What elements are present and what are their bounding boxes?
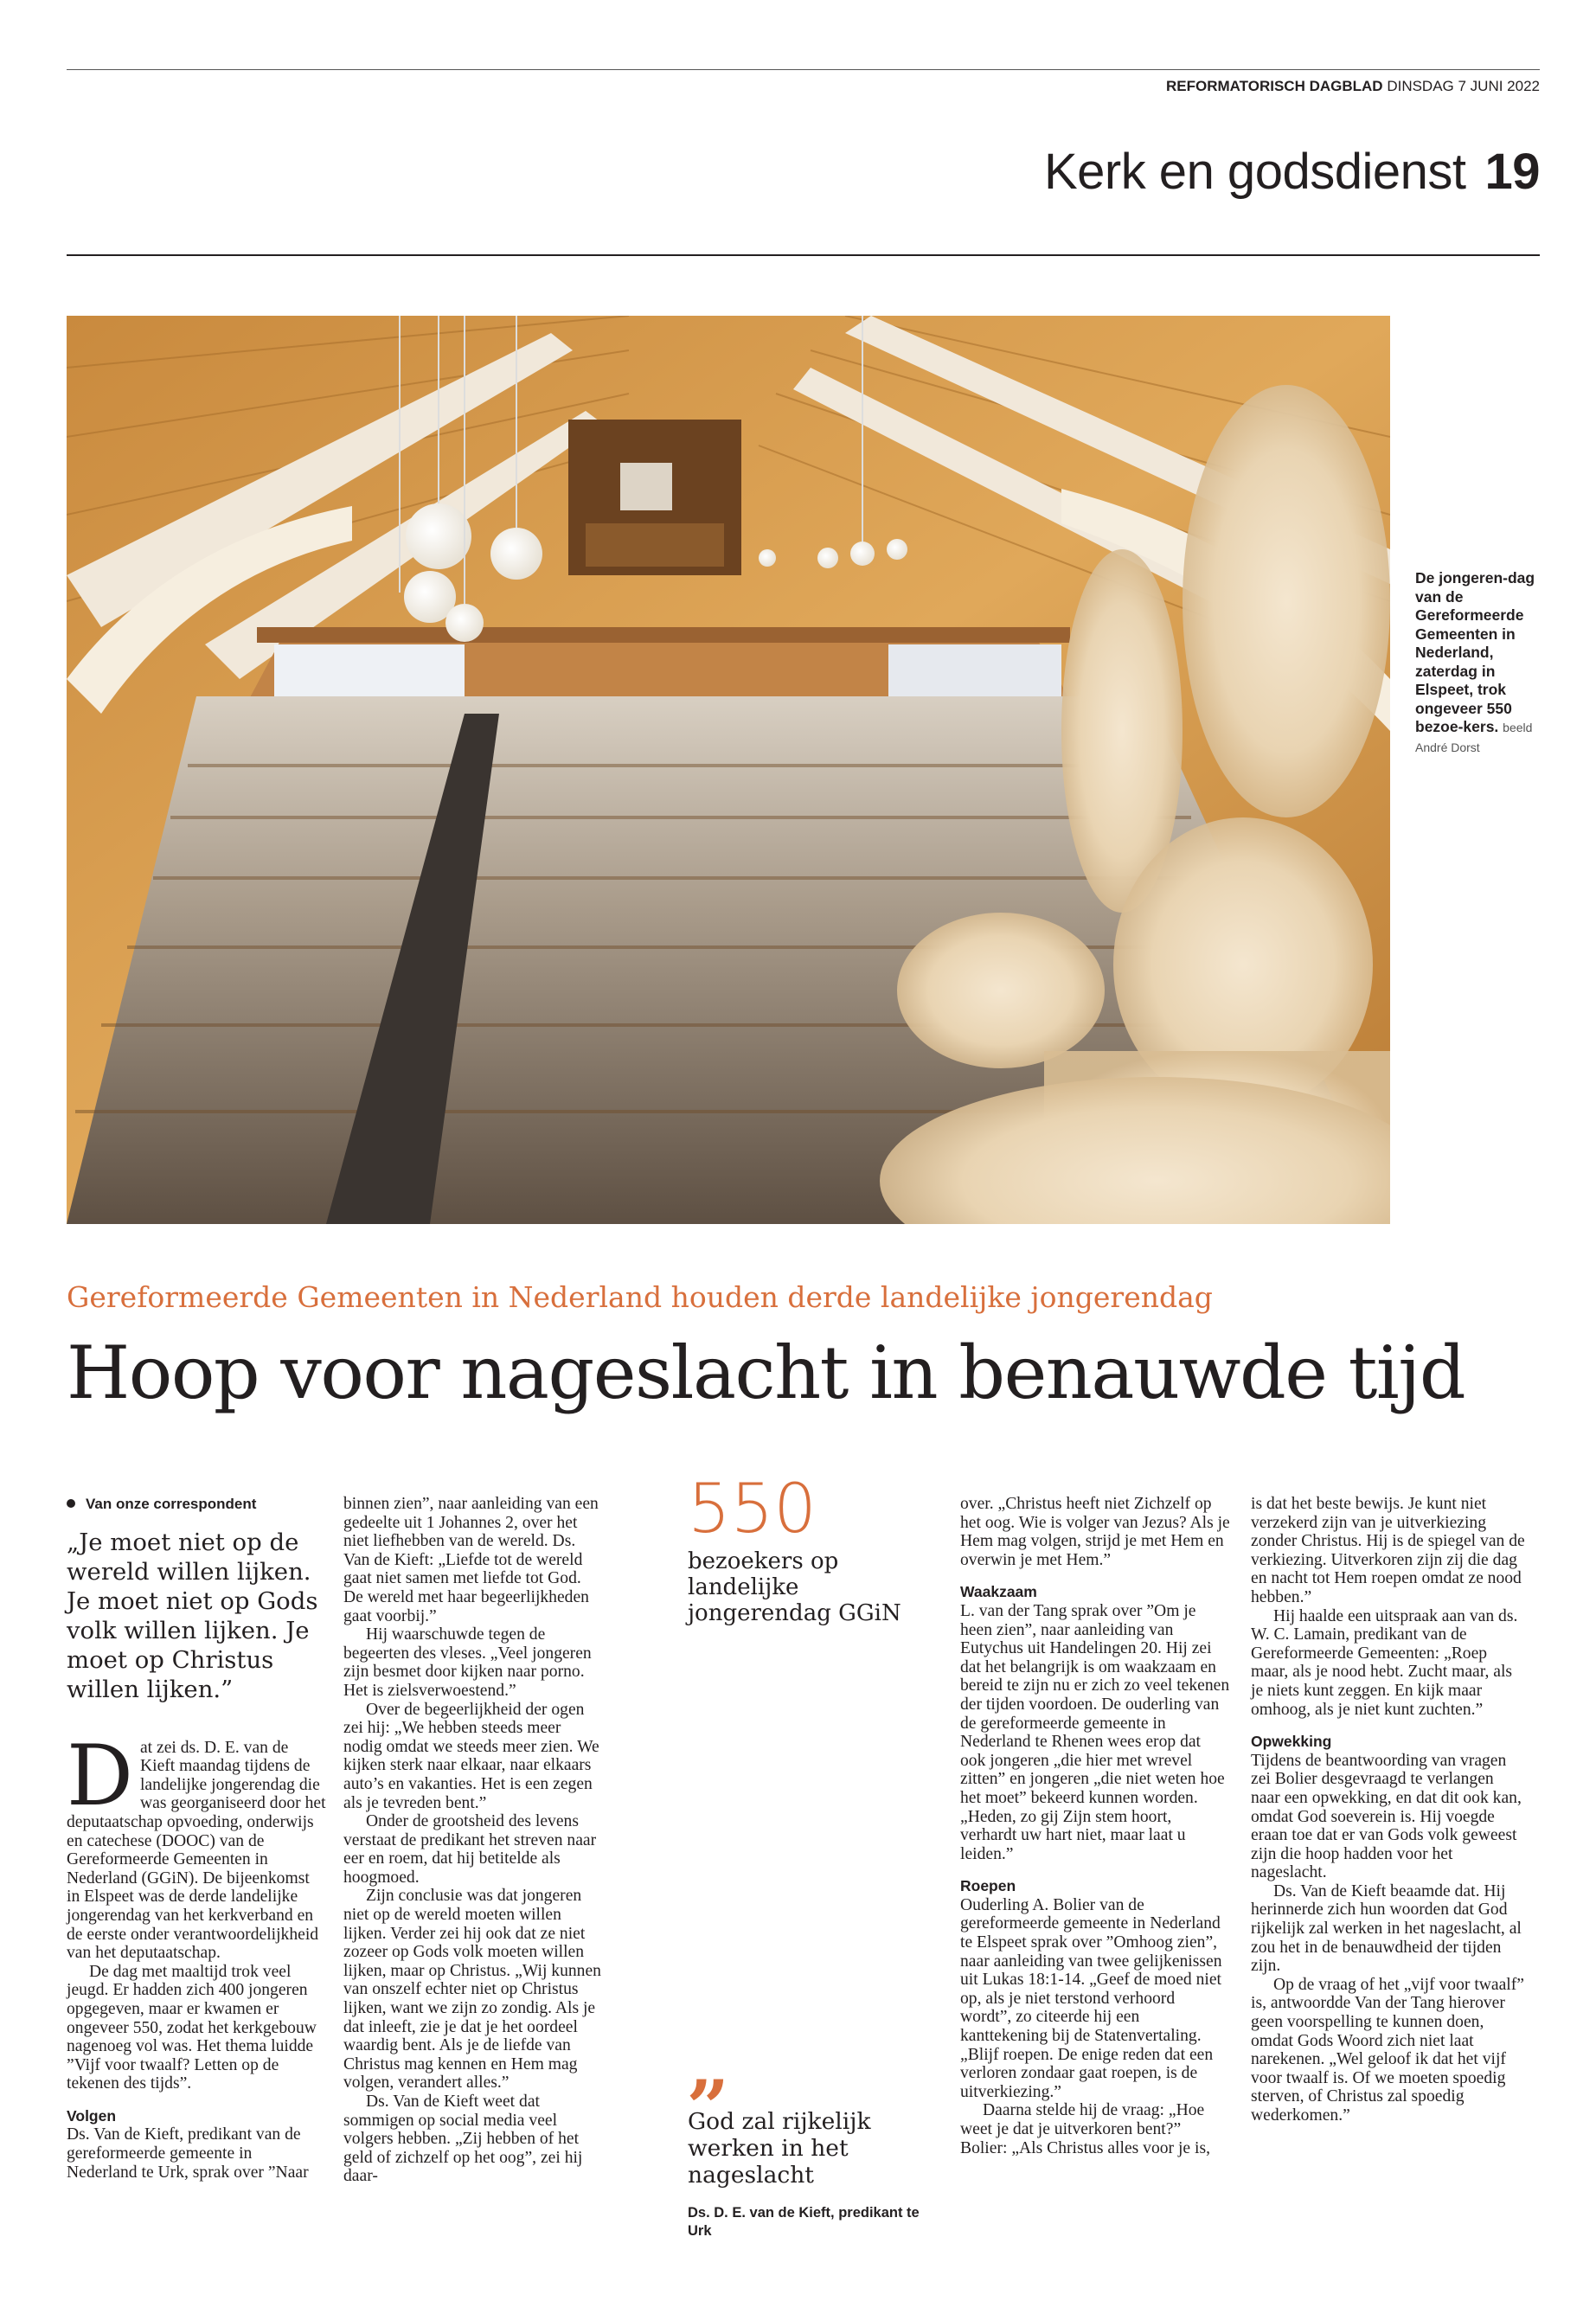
article-kicker: Gereformeerde Gemeenten in Nederland houden derde landelijke jongerendag: [67, 1280, 1213, 1314]
bullet-icon: [67, 1499, 75, 1508]
paragraph: Op de vraag of het „vijf voor twaalf” is, antwoordde Van der Tang hierover geen voorspelling te kunnen doen, omdat Gods Woord zich niet laat narekenen. „Wel geloof ik dat het vijf voor twaalf is. Of we moeten spoedig sterven, of Christus zal spoedig wederkomen.”: [1251, 1975, 1524, 2125]
caption-text: De jongeren-dag van de Gereformeerde Gemeenten in Nederland, zaterdag in Elspeet, trok ongeveer 550 bezoe-kers.: [1415, 569, 1535, 735]
section-rule: [67, 254, 1540, 256]
pull-quote-attribution: Ds. D. E. van de Kieft, predikant te Urk: [688, 2205, 920, 2239]
article-headline: Hoop voor nageslacht in benauwde tijd: [67, 1330, 1465, 1415]
issue-date: DINSDAG 7 JUNI 2022: [1387, 78, 1540, 94]
subheading: Waakzaam: [960, 1583, 1037, 1601]
paragraph: Ds. Van de Kieft weet dat sommigen op social media veel volgers hebben. „Zij hebben of het geld of zichzelf op het oog”, zei hij daar-: [343, 2093, 583, 2186]
subheading: Roepen: [960, 1877, 1016, 1895]
section-title: Kerk en godsdienst: [1043, 144, 1466, 200]
paragraph: Ouderling A. Bolier van de gereformeerde gemeente in Nederland te Elspeet sprak over ”Omhoog zien”, naar aanleiding van twee gelijkenissen uit Lukas 18:1-14. „Geef de moed niet op, als je niet terstond verhoord wordt”, zo citeerde hij een kanttekening bij de Statenvertaling. „Blijf roepen. De enige reden dat een verloren zondaar gaat roepen, is de uitverkiezing.”: [960, 1895, 1222, 2101]
photo-credit: beeld André Dorst: [1415, 721, 1533, 754]
quote-mark-icon: „: [688, 2022, 731, 2109]
article-column-5: [1251, 1495, 1526, 2125]
paragraph: Daarna stelde hij de vraag: „Hoe weet je dat je uitverkoren bent?” Bolier: „Als Christus alles voor je is,: [960, 2101, 1210, 2157]
paragraph: Ds. Van de Kieft beaamde dat. Hij herinnerde zich hun woorden dat God rijkelijk zal werken in het nageslacht, al zou het in de benauwdheid der tijden zijn.: [1251, 1881, 1522, 1976]
article-intro: „Je moet niet op de wereld willen lijken. Je moet niet op Gods volk willen lijken. Je moet op Christus willen lijken.”: [67, 1528, 318, 1703]
stat-number: 550: [688, 1471, 817, 1548]
drop-cap: D: [67, 1727, 133, 1824]
paragraph: Zijn conclusie was dat jongeren niet op de wereld moeten willen lijken. Verder zei hij ook dat ze niet zozeer op Gods volk moeten willen lijken, maar op Christus. „Wij kunnen van onszelf echter niet op Christus lijken, want we zijn zo zondig. Als je dat inleeft, zie je dat je het oordeel waardig bent. Als je de liefde van Christus mag kennen en Hem mag volgen, verandert alles.”: [343, 1887, 601, 2093]
stat-label: bezoekers op landelijke jongerendag GGiN: [688, 1548, 901, 1626]
paragraph: Hij haalde een uitspraak aan van ds. W. C. Lamain, predikant van de Gereformeerde Gemeenten: „Roep maar, als je nood hebt. Zucht maar, als je niets kunt zeggen. En kijk maar omhoog, als je niet kunt zuchten.”: [1251, 1606, 1518, 1719]
paragraph: binnen zien”, naar aanleiding van een gedeelte uit 1 Johannes 2, over het niet liefhebben van de wereld. Ds. Van de Kieft: „Liefde tot de wereld gaat niet samen met liefde tot God. De wereld met haar begeerlijkheden gaat voorbij.”: [343, 1495, 599, 1625]
paragraph: Ds. Van de Kieft, predikant van de gereformeerde gemeente in Nederland te Urk, sprak over ”Naar: [67, 2125, 309, 2182]
paper-name: REFORMATORISCH DAGBLAD: [1165, 78, 1383, 94]
article-column-1: [67, 1495, 326, 2182]
paragraph: Over de begeerlijkheid der ogen zei hij: „We hebben steeds meer nodig omdat we steeds meer zien. We kijken sterk naar elkaar, naar elkaars auto’s en vakanties. Het is een zegen als je tevreden bent.”: [343, 1700, 599, 1812]
paragraph: over. „Christus heeft niet Zichzelf op het oog. Wie is volger van Jezus? Als je Hem mag volgen, strijd je met Hem en overwin je met Hem.”: [960, 1495, 1230, 1569]
paragraph: Onder de grootsheid des levens verstaat de predikant het streven naar eer en roem, dat hij betitelde als hoogmoed.: [343, 1812, 597, 1887]
article-column-4: [960, 1495, 1230, 2157]
paragraph: at zei ds. D. E. van de Kieft maandag tijdens de landelijke jongerendag die was georganiseerd door het deputaatschap opvoeding, onderwijs en catechese (DOOC) van de Gereformeerde Gemeenten in Nederland (GGiN). De bijeenkomst in Elspeet was de derde landelijke jongerendag van het kerkverband en de eerste onder verantwoordelijkheid van het deputaatschap.: [67, 1738, 326, 1963]
column-body: [67, 1727, 326, 2182]
church-photo: [67, 316, 1390, 1224]
paragraph: De dag met maaltijd trok veel jeugd. Er hadden zich 400 jongeren opgegeven, maar er kwamen er ongeveer 550, zodat het kerkgebouw nagenoeg vol was. Het thema luidde ”Vijf voor twaalf? Letten op de tekenen des tijds”.: [67, 1962, 317, 2093]
subheading: Opwekking: [1251, 1733, 1332, 1751]
paragraph: L. van der Tang sprak over ”Om je heen zien”, naar aanleiding van Eutychus uit Handelingen 20. Hij zei dat het belangrijk is om waakzaam en bereid te zijn nu er zich zo veel tekenen der tijden voordoen. De ouderling van de gereformeerde gemeente in Nederland te Rhenen wees erop dat ook jongeren „die hier met wrevel zitten” en jongeren „die niet weten hoe het moet” bekeerd kunnen worden. „Heden, zo gij Zijn stem hoort, verhardt uw hart niet, maar laat u leiden.”: [960, 1601, 1230, 1863]
article-column-2: [343, 1495, 603, 2186]
paragraph: Tijdens de beantwoording van vragen zei Bolier desgevraagd te verlangen naar een opwekking, en dat dit ook kan, omdat God soeverein is. Hij voegde eraan toe dat er van Gods volk geweest zijn die hoop hadden voor het nageslacht.: [1251, 1751, 1522, 1882]
page-number: 19: [1484, 144, 1540, 200]
paragraph: is dat het beste bewijs. Je kunt niet verzekerd zijn van je uitverkiezing zonder Christus. Hij is de spiegel van de verkiezing. Uitverkoren zijn zij die dag en nacht tot Hem roepen omdat ze nood hebben.”: [1251, 1495, 1525, 1606]
masthead: [67, 78, 1540, 95]
pull-quote: God zal rijkelijk werken in het nageslacht: [688, 2108, 871, 2189]
section-header: [1044, 143, 1540, 201]
byline: [67, 1495, 326, 1514]
photo-caption: [1415, 569, 1541, 757]
byline-text: Van onze correspondent: [86, 1496, 257, 1512]
top-rule: [67, 69, 1540, 70]
paragraph: Hij waarschuwde tegen de begeerten des vleses. „Veel jongeren zijn besmet door kijken naar porno. Het is zielsverwoestend.”: [343, 1625, 592, 1700]
subheading: Volgen: [67, 2106, 117, 2125]
